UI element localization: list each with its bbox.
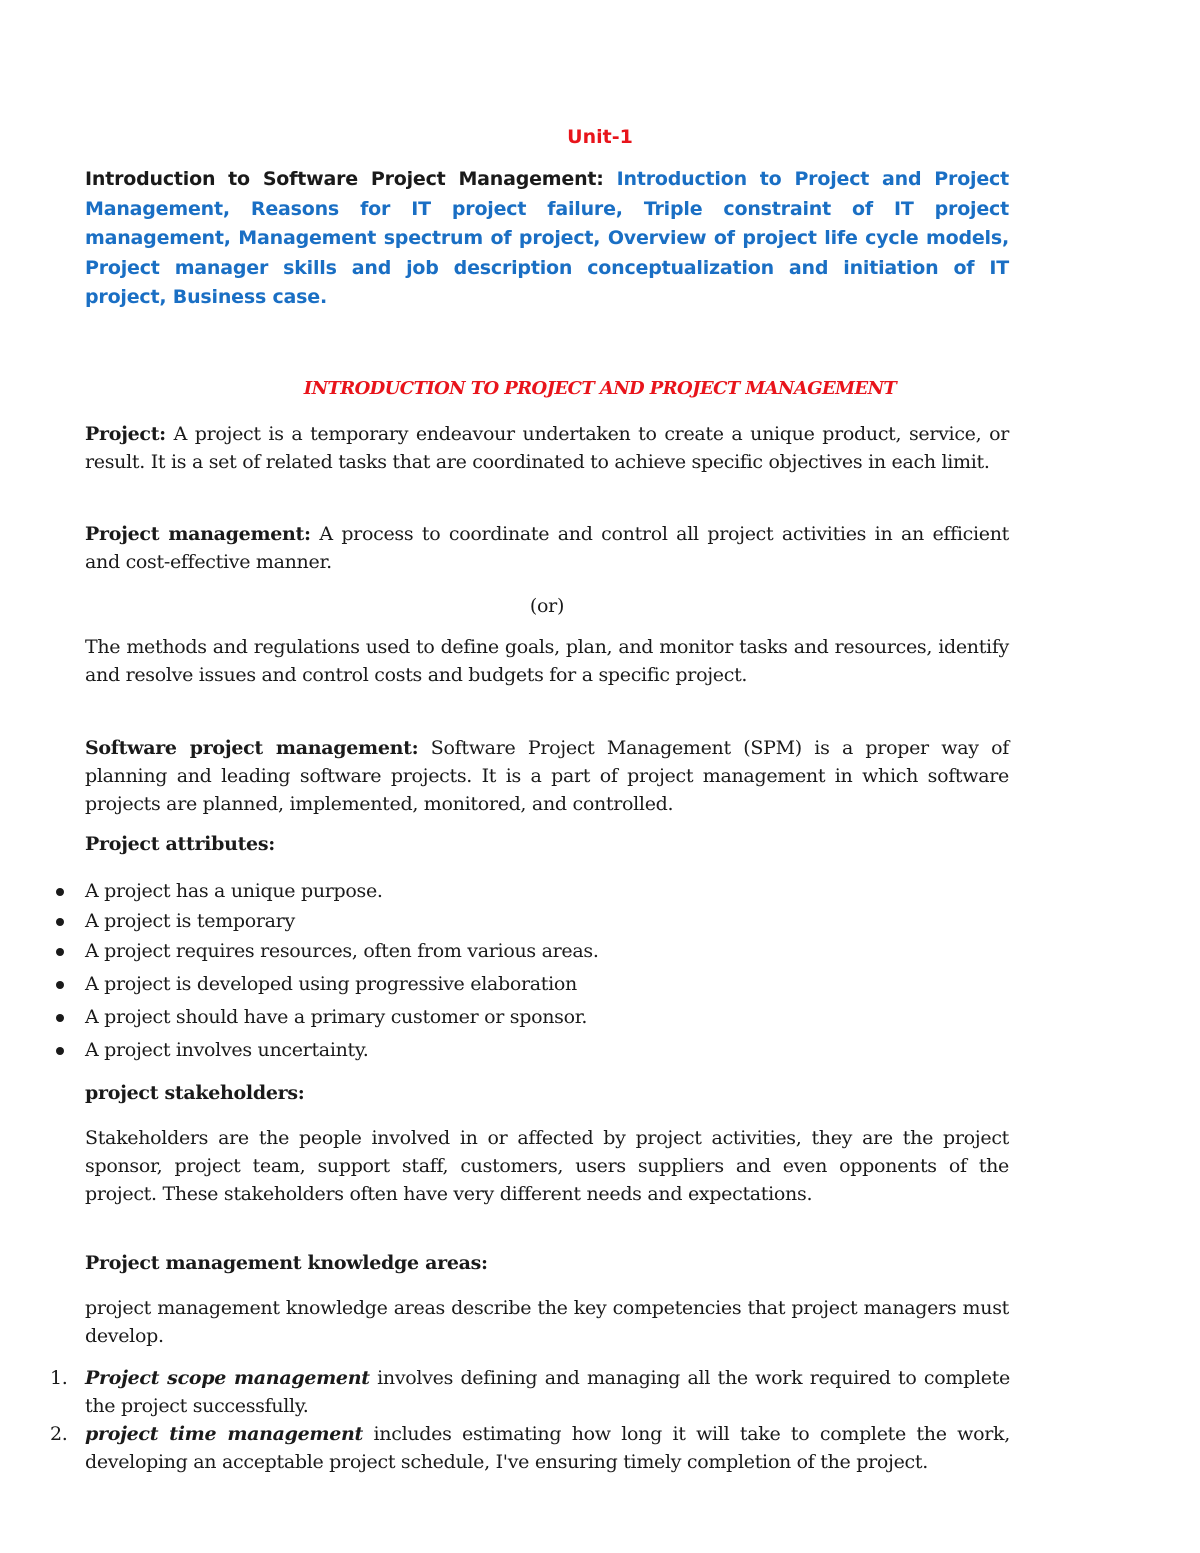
syllabus-topics: Introduction to Project and Project Management, Reasons for IT project failure, Triple constraint of IT project management, Management spectrum of project, Overview of project life cycle models, Project manager skills and job description conceptualization and initiation of IT project, Business case. — [85, 168, 1009, 308]
spm-text: Software Project Management (SPM) is a proper way of planning and leading software projects. It is a part of project management in which software projects are planned, implemented, monitored, and controlled. — [85, 737, 1009, 815]
bullet-icon — [56, 1014, 64, 1022]
list-item: A project requires resources, often from various areas. — [50, 937, 1010, 965]
bullet-icon — [56, 981, 64, 989]
knowledge-areas-heading: Project management knowledge areas: — [85, 1252, 488, 1274]
bullet-icon — [56, 1047, 64, 1055]
syllabus-paragraph — [85, 165, 1009, 313]
item-term: Project scope management — [85, 1367, 370, 1389]
software-project-management-definition — [85, 734, 1009, 818]
project-management-definition — [85, 520, 1009, 576]
knowledge-areas-list — [50, 1364, 1010, 1476]
project-management-alt-definition: The methods and regulations used to define goals, plan, and monitor tasks and resources, identify and resolve issues and control costs and budgets for a specific project. — [85, 636, 1009, 686]
item-text: includes estimating how long it will take to complete the work, developing an acceptable project schedule, I've ensuring timely completion of the project. — [85, 1423, 1010, 1473]
item-term: project time management — [85, 1423, 364, 1445]
list-item: A project is developed using progressive elaboration — [50, 970, 1010, 998]
bullet-icon — [56, 888, 64, 896]
list-item: A project should have a primary customer or sponsor. — [50, 1003, 1010, 1031]
bullet-icon — [56, 918, 64, 926]
section-heading: INTRODUCTION TO PROJECT AND PROJECT MANAGEMENT — [303, 378, 897, 399]
project-definition — [85, 420, 1009, 476]
knowledge-areas-intro: project management knowledge areas describe the key competencies that project managers must develop. — [85, 1297, 1009, 1347]
list-item: A project is temporary — [50, 907, 1010, 935]
item-text: involves defining and managing all the work required to complete the project successfully. — [85, 1367, 1010, 1417]
stakeholders-heading: project stakeholders: — [85, 1082, 305, 1104]
unit-title: Unit-1 — [567, 126, 633, 148]
item-number: 1. — [50, 1367, 68, 1389]
project-term: Project: — [85, 423, 166, 445]
list-item — [50, 1364, 1010, 1420]
project-management-term: Project management: — [85, 523, 311, 545]
project-management-text: A process to coordinate and control all project activities in an efficient and cost-effective manner. — [85, 523, 1010, 573]
attributes-heading: Project attributes: — [85, 833, 275, 855]
list-item — [50, 1420, 1010, 1476]
stakeholders-text: Stakeholders are the people involved in or affected by project activities, they are the project sponsor, project team, support staff, customers, users suppliers and even opponents of the project. These stakeholders often have very different needs and expectations. — [85, 1127, 1009, 1205]
item-number: 2. — [50, 1423, 68, 1445]
syllabus-lead: Introduction to Software Project Management: — [85, 168, 604, 190]
attributes-list — [50, 877, 1010, 1064]
bullet-icon — [56, 948, 64, 956]
list-item: A project involves uncertainty. — [50, 1036, 1010, 1064]
project-text: A project is a temporary endeavour undertaken to create a unique product, service, or result. It is a set of related tasks that are coordinated to achieve specific objectives in each limit. — [85, 423, 1009, 473]
or-separator: (or) — [529, 595, 565, 617]
spm-term: Software project management: — [85, 737, 419, 759]
list-item: A project has a unique purpose. — [50, 877, 1010, 905]
